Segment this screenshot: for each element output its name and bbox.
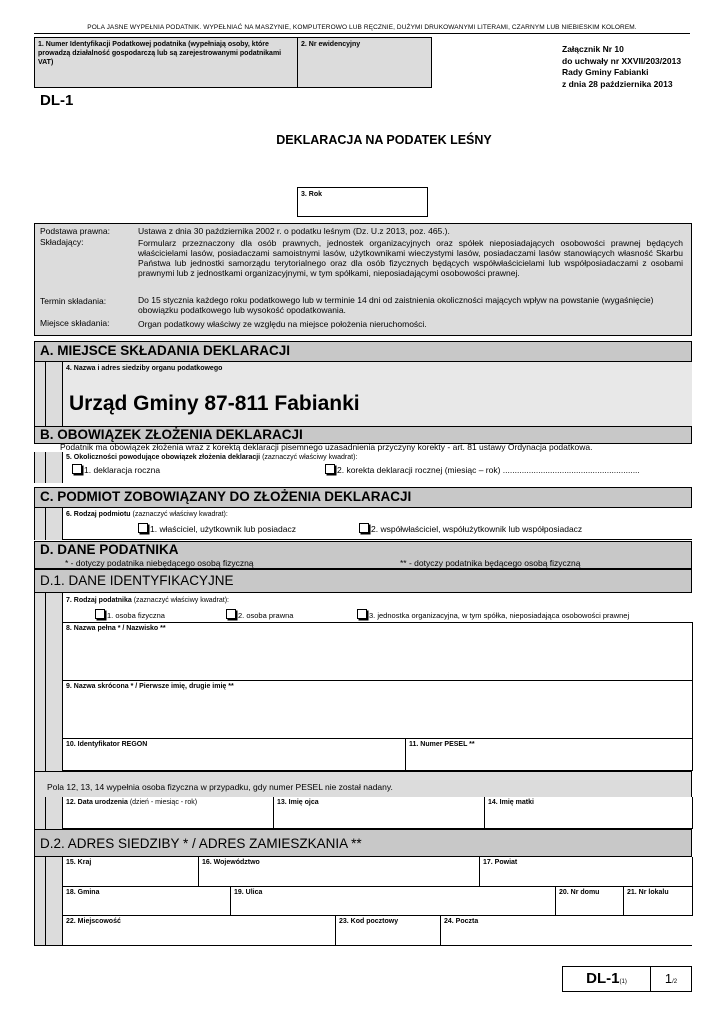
birth-date-hint: (dzień - miesiąc - rok): [129, 799, 198, 806]
deadline-text: Do 15 stycznia każdego roku podatkowego lub w terminie 14 dni od zaistnienia okoliczności mających wpływ na powstanie (wygaśnięcie) obowiązku podatkowego lub wysokość opodatkowania.: [138, 295, 654, 315]
post-office-field[interactable]: [441, 916, 693, 945]
checkbox-icon[interactable]: [226, 609, 236, 619]
mother-name-label: 14. Imię matki: [488, 799, 534, 806]
postal-code-label: 23. Kod pocztowy: [339, 918, 399, 925]
short-name-label: 9. Nazwa skrócona * / Pierwsze imię, drugie imię **: [66, 683, 234, 690]
non-natural-person-note: * - dotyczy podatnika niebędącego osobą fizyczną: [65, 558, 254, 568]
pesel-label: 11. Numer PESEL **: [409, 741, 475, 748]
mother-name-field[interactable]: [485, 797, 693, 829]
entity-type-field: [62, 508, 692, 540]
top-instruction-note: POLA JASNE WYPEŁNIA PODATNIK. WYPEŁNIAĆ NA MASZYNIE, KOMPUTEROWO LUB RĘCZNIE, DUŻYMI DRUKOWANYMI LITERAMI, CZARNYM LUB NIEBIESKIM KOLOREM.: [87, 24, 637, 31]
checkbox-icon[interactable]: [95, 609, 105, 619]
section-d2-header: D.2. ADRES SIEDZIBY * / ADRES ZAMIESZKANIA **: [34, 829, 692, 857]
deadline-label: Termin składania:: [40, 296, 107, 306]
country-field[interactable]: [62, 857, 199, 887]
filer-text: Formularz przeznaczony dla osób prawnych, jednostek organizacyjnych oraz spółek nieposiadających osobowości prawnej będących właścicielami lasów, posiadaczami samoistnymi lasów, użytkownikami wieczystymi lasów, posiadaczami lasów stanowiących własność Skarbu Państwa lub jednostki samorządu terytorialnego oraz dla osób fizycznych będących współwłaścicielami lub współposiadaczami z osobami prawnymi lub z jednostkami organizacyjnymi, w tym spółkami, nieposiadającymi osobowości prawnej.: [138, 238, 683, 278]
section-a-body: [34, 362, 692, 426]
taxpayer-type-label: [66, 596, 229, 605]
county-field[interactable]: [480, 857, 693, 887]
info-block: [34, 223, 692, 336]
nip-field-label: 1. Numer Identyfikacji Podatkowej podatnika (wypełniają osoby, które prowadzą działalność gospodarczą lub są zarejestrowanymi podatnikami VAT): [38, 41, 282, 66]
street-label: 19. Ulica: [234, 889, 263, 896]
attachment-line-4: z dnia 28 października 2013: [562, 78, 673, 89]
section-d1-body: [34, 593, 692, 771]
entity-type-label-hint: (zaznaczyć właściwy kwadrat):: [132, 511, 228, 518]
circumstances-field: [62, 452, 692, 483]
checkbox-icon[interactable]: [138, 523, 148, 533]
page-number-value: 1: [664, 971, 673, 986]
footer-box: [562, 966, 692, 992]
footer-code-text: DL-1: [586, 970, 620, 987]
taxpayer-type-field: [62, 593, 693, 623]
section-d1-header: D.1. DANE IDENTYFIKACYJNE: [34, 569, 692, 593]
full-name-field[interactable]: [62, 623, 693, 681]
house-number-field[interactable]: [556, 887, 624, 916]
section-d-title: D. DANE PODATNIKA: [40, 542, 179, 557]
circumstances-label: [66, 453, 357, 462]
house-number-label: 20. Nr domu: [559, 889, 600, 896]
birth-data-row: [34, 797, 692, 829]
footer-code-sub: (1): [619, 979, 627, 985]
post-office-label: 24. Poczta: [444, 918, 479, 925]
section-b-margin: [45, 452, 59, 483]
checkbox-icon[interactable]: [72, 464, 82, 474]
checkbox-icon[interactable]: [359, 523, 369, 533]
section-b-header: B. OBOWIĄZEK ZŁOŻENIA DEKLARACJI: [34, 426, 692, 444]
filer-label: Składający:: [40, 237, 84, 247]
entity-type-label: [66, 510, 228, 519]
owner-option[interactable]: [138, 523, 296, 534]
regon-label: 10. Identyfikator REGON: [66, 741, 148, 748]
owner-label: 1. właściciel, użytkownik lub posiadacz: [150, 524, 296, 534]
voivodeship-label: 16. Województwo: [202, 859, 260, 866]
year-field-label: 3. Rok: [301, 191, 323, 198]
father-name-label: 13. Imię ojca: [277, 799, 319, 806]
nip-field[interactable]: [34, 37, 298, 88]
apartment-number-field[interactable]: [624, 887, 693, 916]
city-label: 22. Miejscowość: [66, 918, 121, 925]
birth-row-margin: [45, 797, 59, 829]
natural-person-option[interactable]: [95, 609, 165, 620]
form-code: DL-1: [40, 92, 74, 109]
annual-declaration-option[interactable]: [72, 464, 160, 475]
voivodeship-field[interactable]: [199, 857, 480, 887]
taxpayer-type-label-hint: (zaznaczyć właściwy kwadrat):: [133, 597, 229, 604]
section-d-header: [34, 541, 692, 569]
country-label: 15. Kraj: [66, 859, 92, 866]
section-b-body: [34, 452, 692, 483]
birth-date-label: 12. Data urodzenia: [66, 799, 128, 806]
circumstances-label-hint: (zaznaczyć właściwy kwadrat):: [262, 454, 358, 461]
co-owner-option[interactable]: [359, 523, 582, 534]
short-name-field[interactable]: [62, 681, 693, 739]
org-unit-option[interactable]: [357, 609, 629, 620]
place-text: Organ podatkowy właściwy ze względu na miejsce położenia nieruchomości.: [138, 319, 427, 329]
correction-label: 2. korekta deklaracji rocznej (miesiąc – rok) ..........................................................: [337, 465, 640, 475]
section-c-margin: [45, 508, 59, 540]
attachment-info: [562, 44, 712, 90]
section-d2-margin: [45, 857, 59, 945]
section-a-margin: [45, 362, 59, 426]
org-unit-label: 3. jednostka organizacyjna, w tym spółka, nieposiadająca osobowości prawnej: [369, 611, 630, 620]
natural-person-note: ** - dotyczy podatnika będącego osobą fizyczną: [400, 558, 581, 568]
legal-basis-label: Podstawa prawna:: [40, 226, 110, 236]
full-name-label: 8. Nazwa pełna * / Nazwisko **: [66, 625, 166, 632]
legal-person-option[interactable]: [226, 609, 293, 620]
section-c-header: C. PODMIOT ZOBOWIĄZANY DO ZŁOŻENIA DEKLARACJI: [34, 487, 692, 508]
legal-person-label: 2. osoba prawna: [238, 611, 294, 620]
page-number-total: /2: [672, 979, 678, 985]
top-divider: [34, 33, 690, 34]
county-label: 17. Powiat: [483, 859, 518, 866]
apartment-number-label: 21. Nr lokalu: [627, 889, 669, 896]
street-field[interactable]: [231, 887, 556, 916]
section-d1-margin: [45, 593, 59, 771]
circumstances-label-text: 5. Okoliczności powodujące obowiązek złożenia deklaracji: [66, 454, 261, 461]
place-label: Miejsce składania:: [40, 318, 110, 328]
pesel-field[interactable]: [406, 739, 693, 771]
section-d2-body: [34, 857, 692, 946]
father-name-field[interactable]: [274, 797, 485, 829]
pesel-note-band: [34, 771, 692, 797]
footer-form-code: [563, 967, 651, 991]
regon-field[interactable]: [62, 739, 406, 771]
municipality-label: 18. Gmina: [66, 889, 100, 896]
checkbox-icon[interactable]: [357, 609, 367, 619]
birth-date-field[interactable]: [62, 797, 274, 829]
attachment-line-2: do uchwały nr XXVII/203/2013: [562, 55, 682, 66]
page-number: [651, 967, 691, 991]
tax-office-label: 4. Nazwa i adres siedziby organu podatkowego: [66, 365, 223, 372]
page-title: DEKLARACJA NA PODATEK LEŚNY: [276, 133, 492, 147]
natural-person-label: 1. osoba fizyczna: [107, 611, 165, 620]
attachment-line-3: Rady Gminy Fabianki: [562, 67, 649, 77]
postal-code-field[interactable]: [336, 916, 441, 945]
section-a-header: A. MIEJSCE SKŁADANIA DEKLARACJI: [34, 341, 692, 362]
city-field[interactable]: [62, 916, 336, 945]
registry-number-field[interactable]: [297, 37, 432, 88]
annual-declaration-label: 1. deklaracja roczna: [84, 465, 161, 475]
tax-office-field[interactable]: [62, 362, 692, 426]
attachment-line-1: Załącznik Nr 10: [562, 44, 624, 54]
tax-office-value: Urząd Gminy 87-811 Fabianki: [69, 392, 360, 415]
legal-basis-text: Ustawa z dnia 30 października 2002 r. o podatku leśnym (Dz. U.z 2013, poz. 465.).: [138, 226, 450, 236]
checkbox-icon[interactable]: [325, 464, 335, 474]
co-owner-label: 2. współwłaściciel, współużytkownik lub współposiadacz: [371, 524, 583, 534]
section-c-body: [34, 508, 692, 540]
pesel-note: Pola 12, 13, 14 wypełnia osoba fizyczna w przypadku, gdy numer PESEL nie został nadany.: [47, 782, 393, 792]
year-field[interactable]: [297, 187, 428, 217]
section-b-note: Podatnik ma obowiązek złożenia wraz z korektą deklaracji pisemnego uzasadnienia przyczyny korekty - art. 81 ustawy Ordynacja podatkowa.: [60, 442, 593, 452]
entity-type-label-text: 6. Rodzaj podmiotu: [66, 511, 131, 518]
taxpayer-type-label-text: 7. Rodzaj podatnika: [66, 597, 132, 604]
registry-number-label: 2. Nr ewidencyjny: [301, 41, 361, 48]
municipality-field[interactable]: [62, 887, 231, 916]
correction-option[interactable]: [325, 464, 640, 475]
